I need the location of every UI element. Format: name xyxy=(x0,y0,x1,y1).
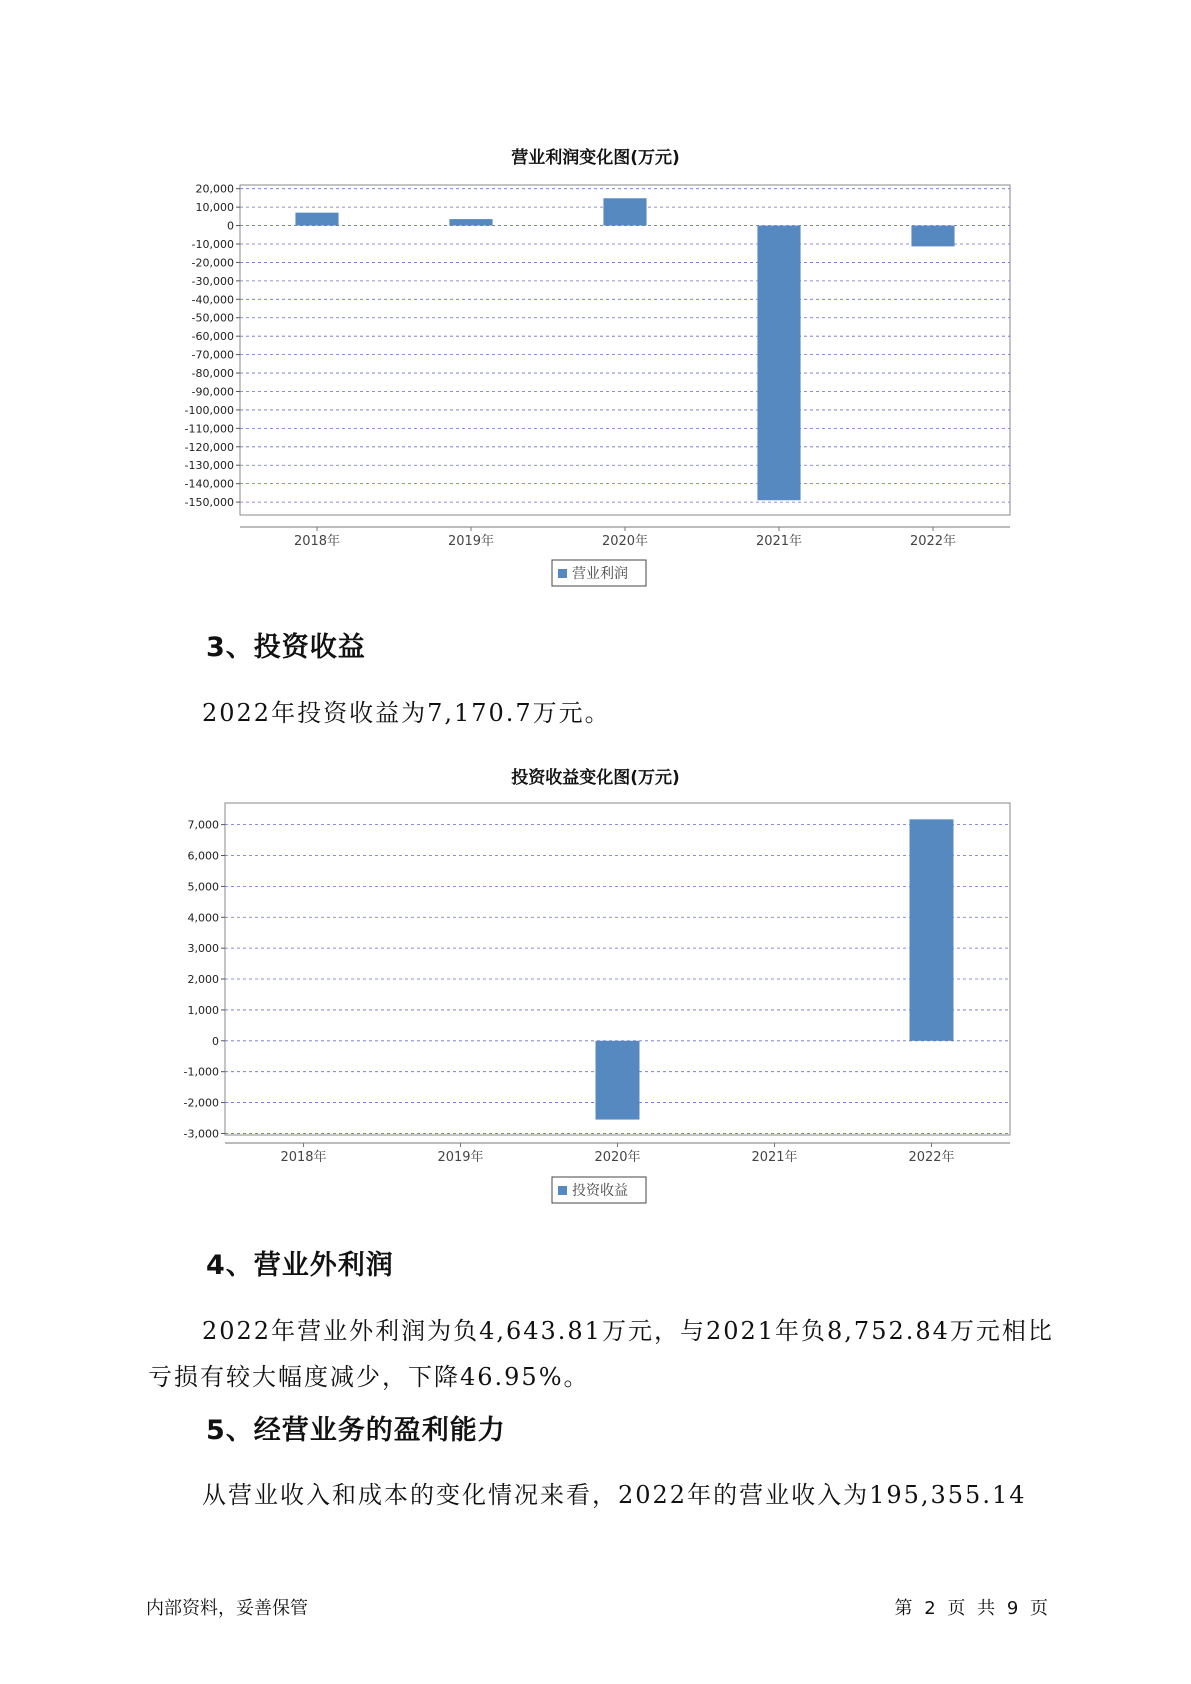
x-tick-label: 2018年 xyxy=(280,1150,327,1165)
bar xyxy=(757,226,800,501)
y-tick-label: 2,000 xyxy=(187,973,219,987)
x-tick-label: 2018年 xyxy=(293,534,341,549)
x-tick-label: 2021年 xyxy=(755,534,803,549)
y-tick-label: -60,000 xyxy=(191,330,234,344)
y-tick-label: -10,000 xyxy=(191,237,234,251)
x-tick-label: 2020年 xyxy=(601,534,649,549)
legend-label: 投资收益 xyxy=(572,1183,628,1199)
y-tick-label: -90,000 xyxy=(191,385,234,399)
x-tick-label: 2019年 xyxy=(437,1150,484,1165)
footer-page-number: 第 2 页 共 9 页 xyxy=(894,1598,1048,1619)
legend-swatch xyxy=(558,569,567,578)
section5-text: 从营业收入和成本的变化情况来看，2022年的营业收入为195,355.14 xyxy=(202,1481,1027,1509)
x-tick-label: 2022年 xyxy=(908,1150,955,1165)
x-tick-label: 2022年 xyxy=(909,534,957,549)
y-tick-label: 0 xyxy=(227,219,234,233)
section4-text-line2: 亏损有较大幅度减少，下降46.95%。 xyxy=(148,1363,590,1391)
y-tick-label: -70,000 xyxy=(191,348,234,362)
y-tick-label: 20,000 xyxy=(195,182,234,196)
x-tick-label: 2021年 xyxy=(751,1150,798,1165)
bar xyxy=(449,219,492,225)
y-tick-label: -30,000 xyxy=(191,274,234,288)
y-tick-label: -140,000 xyxy=(184,477,234,491)
y-tick-label: -50,000 xyxy=(191,311,234,325)
bar xyxy=(603,198,646,225)
y-tick-label: -120,000 xyxy=(184,440,234,454)
y-tick-label: 1,000 xyxy=(187,1003,219,1017)
section5-heading: 5、经营业务的盈利能力 xyxy=(206,1415,506,1446)
footer-confidential: 内部资料，妥善保管 xyxy=(146,1598,308,1619)
y-tick-label: -100,000 xyxy=(184,403,234,417)
y-tick-label: -40,000 xyxy=(191,293,234,307)
y-tick-label: -2,000 xyxy=(183,1096,219,1110)
y-tick-label: -3,000 xyxy=(183,1127,219,1141)
y-tick-label: -1,000 xyxy=(183,1065,219,1079)
chart2-title: 投资收益变化图(万元) xyxy=(511,768,680,788)
legend-swatch xyxy=(558,1186,567,1195)
chart1-title: 营业利润变化图(万元) xyxy=(511,148,680,168)
y-tick-label: 0 xyxy=(212,1034,219,1048)
investment-income-chart xyxy=(0,795,1191,1215)
bar xyxy=(910,819,954,1040)
y-tick-label: 3,000 xyxy=(187,942,219,956)
section3-text: 2022年投资收益为7,170.7万元。 xyxy=(202,699,611,727)
legend-label: 营业利润 xyxy=(572,566,628,582)
y-tick-label: 10,000 xyxy=(195,201,234,215)
y-tick-label: -110,000 xyxy=(184,422,234,436)
bar xyxy=(596,1041,640,1120)
y-tick-label: -80,000 xyxy=(191,367,234,381)
x-tick-label: 2020年 xyxy=(594,1150,641,1165)
operating-profit-chart xyxy=(0,180,1191,600)
y-tick-label: 4,000 xyxy=(187,911,219,925)
y-tick-label: -130,000 xyxy=(184,459,234,473)
bar xyxy=(911,226,954,247)
section4-text-line1: 2022年营业外利润为负4,643.81万元，与2021年负8,752.84万元相比 xyxy=(202,1317,1054,1345)
y-tick-label: -150,000 xyxy=(184,496,234,510)
x-tick-label: 2019年 xyxy=(447,534,495,549)
y-tick-label: 6,000 xyxy=(187,849,219,863)
bar xyxy=(295,213,338,226)
y-tick-label: -20,000 xyxy=(191,256,234,270)
section3-heading: 3、投资收益 xyxy=(206,632,366,663)
section4-heading: 4、营业外利润 xyxy=(206,1250,394,1281)
y-tick-label: 7,000 xyxy=(187,818,219,832)
y-tick-label: 5,000 xyxy=(187,880,219,894)
